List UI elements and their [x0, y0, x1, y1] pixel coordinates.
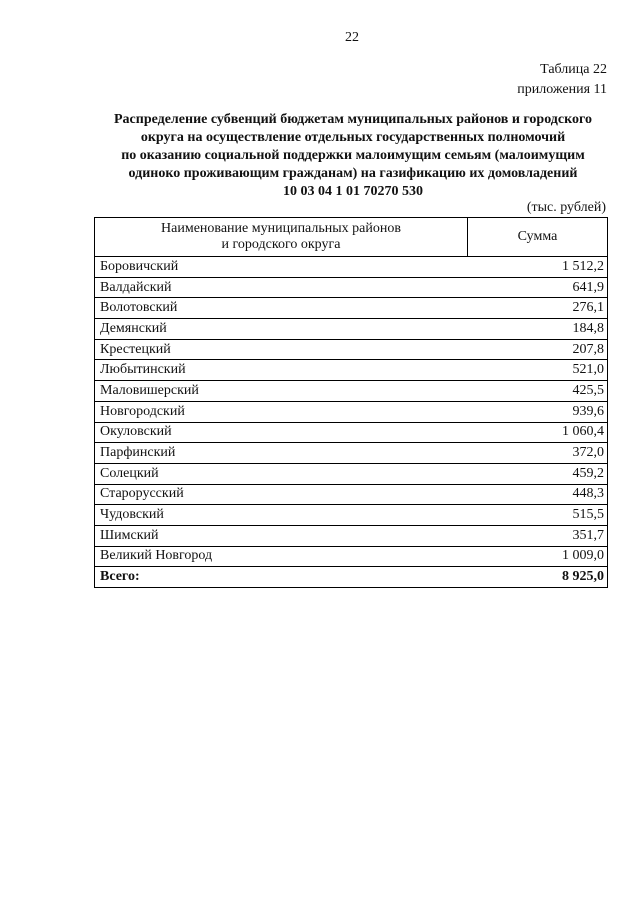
district-name: Волотовский [100, 300, 178, 316]
header-name-column [95, 218, 468, 256]
table-row [95, 257, 607, 277]
header-name-line: Наименование муниципальных районов [161, 221, 401, 236]
district-sum: 641,9 [572, 279, 604, 295]
district-sum: 351,7 [572, 527, 604, 543]
district-name: Валдайский [100, 279, 172, 295]
district-sum: 521,0 [572, 362, 604, 378]
total-sum: 8 925,0 [562, 569, 604, 585]
table-row [95, 318, 607, 339]
title-line: одиноко проживающим гражданам) на газификацию их домовладений [128, 166, 578, 181]
table-row [95, 504, 607, 525]
total-row [95, 566, 607, 587]
district-sum: 1 009,0 [562, 548, 604, 564]
table-row [95, 339, 607, 360]
district-name: Боровичский [100, 258, 179, 274]
table-row [95, 484, 607, 505]
district-sum: 939,6 [572, 403, 604, 419]
header-sum-column: Сумма [517, 229, 558, 244]
district-name: Любытинский [100, 362, 186, 378]
document-title [88, 111, 618, 201]
units-label: (тыс. рублей) [526, 200, 606, 215]
table-row [95, 442, 607, 463]
district-sum: 1 512,2 [562, 258, 604, 274]
district-sum: 184,8 [572, 320, 604, 336]
table-row [95, 380, 607, 401]
table-label: Таблица 22 [540, 62, 607, 77]
title-line: Распределение субвенций бюджетам муниципальных районов и городского [113, 112, 592, 127]
title-line: округа на осуществление отдельных государственных полномочий [140, 130, 566, 145]
district-sum: 276,1 [572, 300, 604, 316]
table-reference [517, 60, 607, 100]
district-name: Старорусский [100, 486, 184, 502]
title-line: по оказанию социальной поддержки малоимущим семьям (малоимущим [121, 148, 585, 163]
page-number: 22 [345, 30, 359, 45]
district-sum: 207,8 [572, 341, 604, 357]
district-sum: 372,0 [572, 445, 604, 461]
district-name: Новгородский [100, 403, 185, 419]
table-row [95, 297, 607, 318]
district-name: Шимский [100, 527, 159, 543]
table-row [95, 463, 607, 484]
table-header [95, 218, 607, 257]
district-sum: 425,5 [572, 382, 604, 398]
table-row [95, 359, 607, 380]
district-name: Чудовский [100, 507, 164, 523]
district-name: Великий Новгород [100, 548, 213, 564]
allocation-table [94, 217, 608, 588]
district-sum: 459,2 [572, 465, 604, 481]
district-sum: 448,3 [572, 486, 604, 502]
district-name: Окуловский [100, 424, 172, 440]
table-row [95, 277, 607, 298]
district-name: Парфинский [100, 445, 176, 461]
table-row [95, 422, 607, 443]
district-sum: 515,5 [572, 507, 604, 523]
budget-code: 10 03 04 1 01 70270 530 [283, 184, 423, 199]
header-name-line: и городского округа [221, 237, 341, 252]
table-row [95, 546, 607, 567]
total-label: Всего: [100, 569, 140, 585]
district-name: Маловишерский [100, 382, 199, 398]
district-name: Демянский [100, 320, 167, 336]
appendix-label: приложения 11 [517, 82, 607, 97]
table-row [95, 401, 607, 422]
table-row [95, 525, 607, 546]
district-name: Солецкий [100, 465, 159, 481]
district-sum: 1 060,4 [562, 424, 604, 440]
district-name: Крестецкий [100, 341, 171, 357]
